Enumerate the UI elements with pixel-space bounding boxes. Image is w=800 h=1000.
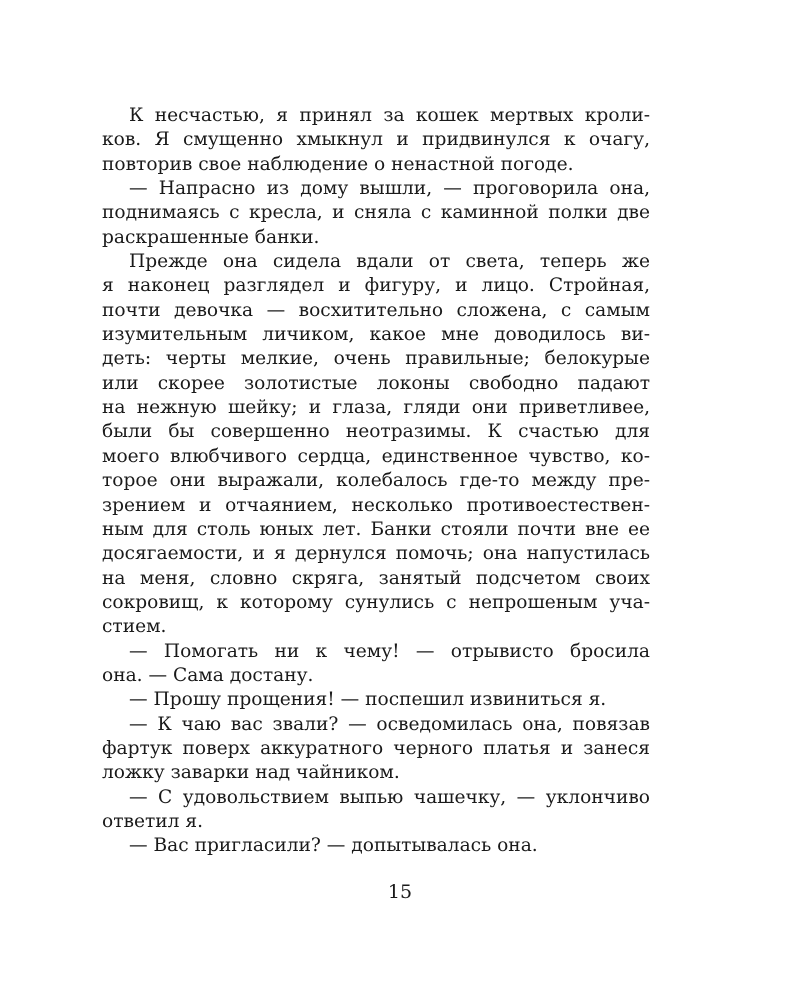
text-line: досягаемости, и я дернулся помочь; она напустилась [102,543,650,565]
text-line: — Прошу прощения! — поспешил извиниться я. [129,689,607,711]
paragraph [102,250,650,640]
text-line: на меня, словно скряга, занятый подсчетом своих [102,567,650,589]
text-line: она. — Сама достану. [102,664,314,686]
text-line: — Помогать ни к чему! — отрывисто бросила [129,640,650,662]
text-line: моего влюбчивого сердца, единственное чувство, ко- [102,445,650,467]
text-line: ков. Я смущенно хмыкнул и придвинулся к очагу, [102,129,650,151]
text-line: торое они выражали, колебалось где-то между пре- [102,470,650,492]
text-line: были бы совершенно неотразимы. К счастью для [102,421,650,443]
text-line: деть: черты мелкие, очень правильные; белокурые [102,348,650,370]
text-line: почти девочка — восхитительно сложена, с самым [102,299,650,321]
text-line: зрением и отчаянием, несколько противоестествен- [102,494,650,516]
text-line: — Вас пригласили? — допытывалась она. [129,835,538,857]
text-line: — Напрасно из дому вышли, — проговорила она, [129,178,650,200]
text-line: или скорее золотистые локоны свободно падают [102,372,650,394]
text-line: раскрашенные банки. [102,226,320,248]
text-line: ложку заварки над чайником. [102,762,400,784]
paragraph [102,786,650,835]
paragraph [102,177,650,250]
text-line: — К чаю вас звали? — осведомилась она, повязав [129,713,650,735]
text-line: ответил я. [102,810,203,832]
paragraph [102,713,650,786]
text-line: поднимаясь с кресла, и сняла с каминной полки две [102,202,650,224]
text-line: я наконец разглядел и фигуру, и лицо. Стройная, [102,275,650,297]
paragraph [102,104,650,177]
text-line: Прежде она сидела вдали от света, теперь же [129,251,650,273]
body-text [102,104,650,859]
text-line: фартук поверх аккуратного черного платья и занеся [102,737,650,759]
text-line: повторив свое наблюдение о ненастной погоде. [102,153,574,175]
text-line: — С удовольствием выпью чашечку, — уклончиво [129,786,650,808]
text-line: стием. [102,616,167,638]
paragraph [102,834,650,858]
text-line: К несчастью, я принял за кошек мертвых кроли- [129,105,650,126]
text-line: ным для столь юных лет. Банки стояли почти вне ее [102,518,650,540]
text-line: сокровищ, к которому сунулись с непрошеным уча- [102,591,650,613]
paragraph [102,640,650,689]
text-line: на нежную шейку; и глаза, гляди они приветливее, [102,397,650,419]
page-number: 15 [387,881,413,903]
paragraph [102,688,650,712]
text-line: изумительным личиком, какое мне доводилось ви- [102,324,650,346]
